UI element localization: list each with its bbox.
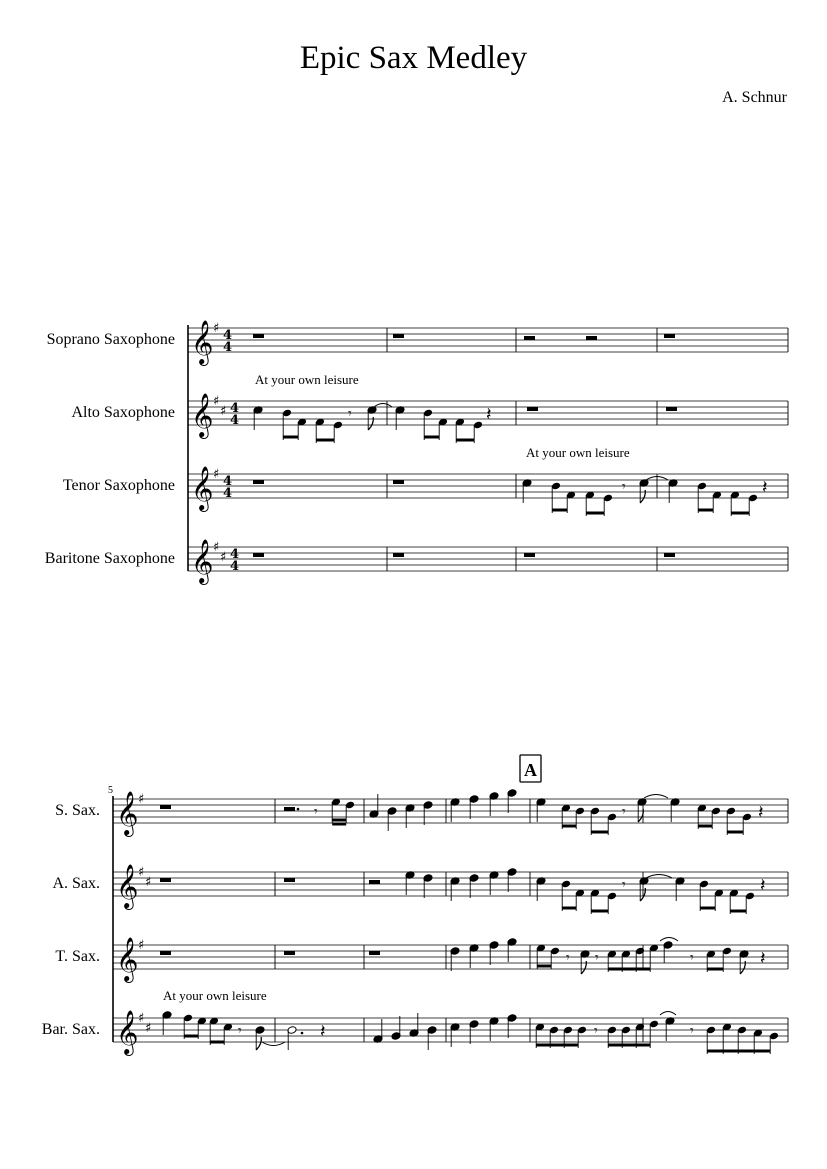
quarter-rest: 𝄽 xyxy=(320,1021,326,1042)
time-signature-numerator: 4 xyxy=(230,401,240,416)
half-rest xyxy=(369,880,380,884)
staves xyxy=(188,320,788,585)
treble-clef-icon: 𝄞 xyxy=(116,937,139,981)
time-signature-denominator: 4 xyxy=(223,340,233,355)
dot xyxy=(297,808,300,811)
half-rest xyxy=(586,336,597,340)
instrument-label-baritone-short: Bar. Sax. xyxy=(41,1021,100,1038)
time-signature-denominator: 4 xyxy=(230,559,240,574)
whole-rest xyxy=(160,951,171,955)
quarter-rest: 𝄽 xyxy=(760,948,766,969)
whole-rest xyxy=(253,480,264,484)
time-signature-numerator: 4 xyxy=(230,547,240,562)
tempo-text: At your own leisure xyxy=(526,445,630,460)
whole-rest xyxy=(369,951,380,955)
eighth-rest: 𝄾 xyxy=(594,1023,598,1039)
system-2 xyxy=(42,755,788,1056)
treble-clef-icon: 𝄞 xyxy=(116,791,139,835)
whole-rest xyxy=(393,480,404,484)
sharp-icon: ♯ xyxy=(220,550,227,565)
whole-rest xyxy=(393,553,404,557)
eighth-rest: 𝄾 xyxy=(348,406,352,422)
measure-number: 5 xyxy=(108,785,113,796)
eighth-rest: 𝄾 xyxy=(238,1023,242,1039)
quarter-rest: 𝄽 xyxy=(760,875,766,896)
whole-rest xyxy=(524,553,535,557)
treble-clef-icon: 𝄞 xyxy=(116,864,139,908)
treble-clef-icon: 𝄞 xyxy=(191,393,214,437)
instrument-label-tenor: Tenor Saxophone xyxy=(62,477,175,494)
time-signature-denominator: 4 xyxy=(230,413,240,428)
sharp-icon: ♯ xyxy=(138,865,145,880)
whole-rest xyxy=(284,951,295,955)
dot xyxy=(301,1032,304,1035)
sharp-icon: ♯ xyxy=(213,321,220,336)
whole-rest xyxy=(160,878,171,882)
sharp-icon: ♯ xyxy=(145,1021,152,1036)
tie xyxy=(644,795,668,799)
eighth-rest: 𝄾 xyxy=(314,804,318,820)
instrument-label-baritone: Baritone Saxophone xyxy=(44,550,175,567)
quarter-rest: 𝄽 xyxy=(486,404,492,425)
tie xyxy=(262,1042,285,1046)
instrument-label-soprano-short: S. Sax. xyxy=(55,802,100,819)
whole-rest xyxy=(664,334,675,338)
sharp-icon: ♯ xyxy=(220,404,227,419)
staves xyxy=(113,789,788,1056)
whole-rest xyxy=(253,553,264,557)
instrument-label-alto: Alto Saxophone xyxy=(71,404,175,421)
rehearsal-mark: A xyxy=(524,760,537,780)
whole-rest xyxy=(393,334,404,338)
composer-name: A. Schnur xyxy=(722,89,787,106)
treble-clef-icon: 𝄞 xyxy=(116,1010,139,1054)
instrument-label-tenor-short: T. Sax. xyxy=(55,948,100,965)
eighth-rest: 𝄾 xyxy=(566,950,570,966)
tempo-text: At your own leisure xyxy=(255,372,359,387)
treble-clef-icon: 𝄞 xyxy=(191,539,214,583)
sharp-icon: ♯ xyxy=(213,467,220,482)
whole-rest xyxy=(284,878,295,882)
treble-clef-icon: 𝄞 xyxy=(191,466,214,510)
sharp-icon: ♯ xyxy=(145,875,152,890)
whole-rest xyxy=(666,407,677,411)
system-1 xyxy=(45,320,788,585)
tie xyxy=(646,875,672,879)
tempo-text: At your own leisure xyxy=(163,988,267,1003)
half-rest xyxy=(524,336,535,340)
instrument-label-alto-short: A. Sax. xyxy=(52,875,100,892)
time-signature-numerator: 4 xyxy=(223,474,233,489)
sharp-icon: ♯ xyxy=(138,792,145,807)
time-signature-numerator: 4 xyxy=(223,328,233,343)
eighth-rest: 𝄾 xyxy=(622,877,626,893)
whole-rest xyxy=(527,407,538,411)
sharp-icon: ♯ xyxy=(213,394,220,409)
note-flag xyxy=(256,1037,261,1050)
half-rest xyxy=(284,807,295,811)
eighth-rest: 𝄾 xyxy=(690,1023,694,1039)
eighth-rest: 𝄾 xyxy=(595,950,599,966)
quarter-rest: 𝄽 xyxy=(762,477,768,498)
score-title: Epic Sax Medley xyxy=(299,40,528,76)
eighth-rest: 𝄾 xyxy=(622,479,626,495)
whole-rest xyxy=(664,553,675,557)
eighth-rest: 𝄾 xyxy=(690,950,694,966)
whole-rest xyxy=(253,334,264,338)
whole-rest xyxy=(160,805,171,809)
eighth-rest: 𝄾 xyxy=(622,804,626,820)
quarter-rest: 𝄽 xyxy=(758,802,764,823)
sharp-icon: ♯ xyxy=(138,1011,145,1026)
tie xyxy=(374,404,392,408)
tie xyxy=(660,938,678,942)
tie xyxy=(660,1012,676,1016)
instrument-label-soprano: Soprano Saxophone xyxy=(46,331,175,348)
time-signature-denominator: 4 xyxy=(223,486,233,501)
treble-clef-icon: 𝄞 xyxy=(191,320,214,364)
sharp-icon: ♯ xyxy=(138,938,145,953)
sharp-icon: ♯ xyxy=(213,540,220,555)
